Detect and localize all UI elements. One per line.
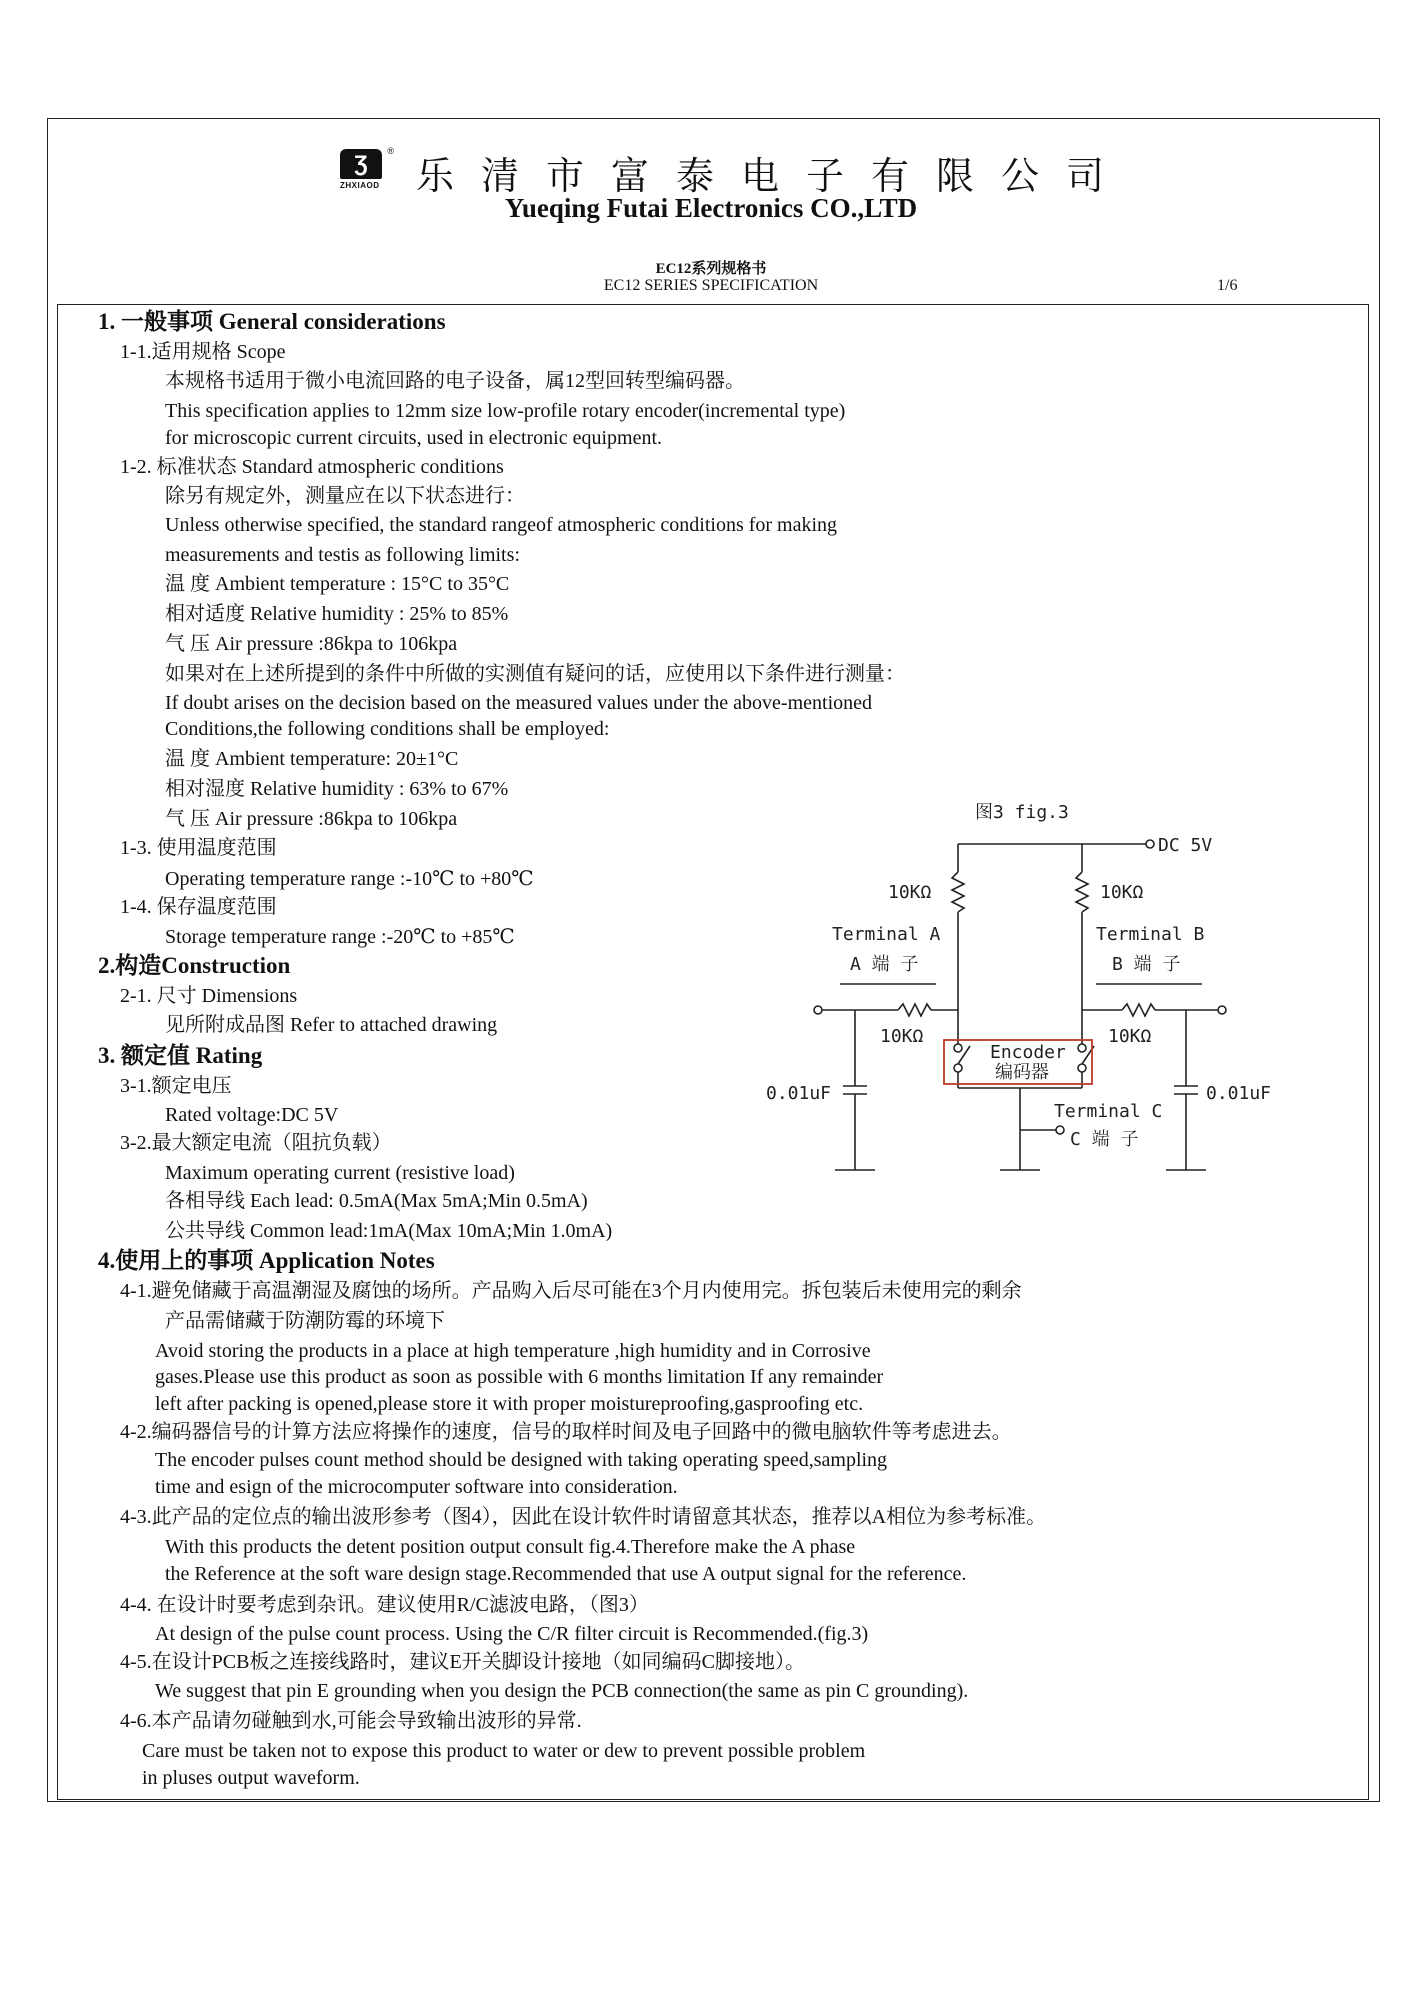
doc-title-en: EC12 SERIES SPECIFICATION <box>603 277 819 294</box>
spec-line: Maximum operating current (resistive load) <box>165 1162 515 1184</box>
spec-line: 温 度 Ambient temperature : 15°C to 35°C <box>165 573 510 595</box>
spec-line: 4-3.此产品的定位点的输出波形参考（图4），因此在设计软件时请留意其状态，推荐以A相位为参考标准。 <box>120 1506 1047 1528</box>
r-left-series-label: 10KΩ <box>880 1026 924 1047</box>
r-right-series-label: 10KΩ <box>1108 1026 1152 1047</box>
section-heading: 1. 一般事项 General considerations <box>98 309 446 334</box>
terminal-b-node <box>1218 1006 1226 1014</box>
spec-line: Operating temperature range :-10℃ to +80℃ <box>165 868 534 890</box>
spec-line: 4-1.避免储藏于高温潮湿及腐蚀的场所。产品购入后尽可能在3个月内使用完。拆包装后未使用完的剩余 <box>120 1280 1022 1302</box>
encoder-label-cn: 编码器 <box>995 1062 1049 1083</box>
spec-line: gases.Please use this product as soon as possible with 6 months limitation If any remainder <box>155 1366 884 1388</box>
section-heading: 3. 额定值 Rating <box>98 1043 263 1068</box>
spec-line: 见所附成品图 Refer to attached drawing <box>165 1014 498 1036</box>
spec-line: 3-1.额定电压 <box>120 1075 232 1097</box>
figure-caption: 图3 fig.3 <box>975 802 1069 823</box>
section-heading: 2.构造Construction <box>98 953 291 978</box>
spec-line: time and esign of the microcomputer software into consideration. <box>155 1476 678 1498</box>
spec-line: 各相导线 Each lead: 0.5mA(Max 5mA;Min 0.5mA) <box>165 1190 588 1212</box>
terminal-b-cn: B 端 子 <box>1112 954 1181 975</box>
switch-a <box>958 1046 970 1064</box>
company-name-cn: 乐清市富泰电子有限公司 <box>416 154 1132 198</box>
spec-line: 如果对在上述所提到的条件中所做的实测值有疑问的话，应使用以下条件进行测量： <box>165 663 905 685</box>
resistor-right-pullup <box>1076 872 1088 912</box>
terminal-a-label: Terminal A <box>832 924 941 945</box>
spec-line: Storage temperature range :-20℃ to +85℃ <box>165 926 515 948</box>
spec-line: Conditions,the following conditions shall be employed: <box>165 718 610 740</box>
spec-line: 4-2.编码器信号的计算方法应将操作的速度，信号的取样时间及电子回路中的微电脑软件等考虑进去。 <box>120 1421 1012 1443</box>
spec-line: The encoder pulses count method should be designed with taking operating speed,sampling <box>155 1449 888 1471</box>
terminal-b-label: Terminal B <box>1096 924 1205 945</box>
spec-line: for microscopic current circuits, used in electronic equipment. <box>165 427 663 449</box>
terminal-c-label: Terminal C <box>1054 1101 1163 1122</box>
registered-icon: ® <box>387 145 394 156</box>
spec-line: 相对湿度 Relative humidity : 63% to 67% <box>165 778 509 800</box>
spec-line: 2-1. 尺寸 Dimensions <box>120 985 298 1007</box>
spec-line: 4-6.本产品请勿碰触到水,可能会导致输出波形的异常. <box>120 1710 582 1732</box>
spec-line: 1-3. 使用温度范围 <box>120 837 277 859</box>
page-number: 1/6 <box>1217 277 1238 294</box>
spec-line: We suggest that pin E grounding when you design the PCB connection(the same as pin C grounding). <box>155 1680 969 1702</box>
r-right-top-label: 10KΩ <box>1100 882 1144 903</box>
terminal-c-cn: C 端 子 <box>1070 1129 1139 1150</box>
spec-line: With this products the detent position output consult fig.4.Therefore make the A phase <box>165 1536 856 1558</box>
cap-right-label: 0.01uF <box>1206 1083 1272 1104</box>
dc-label: DC 5V <box>1158 835 1213 856</box>
resistor-right-series <box>1122 1004 1155 1016</box>
terminal-a-node <box>814 1006 822 1014</box>
spec-line: 除另有规定外，测量应在以下状态进行： <box>165 485 525 507</box>
company-name-en: Yueqing Futai Electronics CO.,LTD <box>504 193 918 223</box>
spec-line: 4-5.在设计PCB板之连接线路时，建议E开关脚设计接地（如同编码C脚接地）。 <box>120 1651 806 1673</box>
spec-line: 本规格书适用于微小电流回路的电子设备，属12型回转型编码器。 <box>165 370 745 392</box>
resistor-left-pullup <box>952 872 964 912</box>
spec-line: At design of the pulse count process. Using the C/R filter circuit is Recommended.(fig.3) <box>155 1623 869 1645</box>
terminal-a-cn: A 端 子 <box>850 954 919 975</box>
spec-line: 1-4. 保存温度范围 <box>120 896 277 918</box>
spec-line: the Reference at the soft ware design stage.Recommended that use A output signal for the reference. <box>165 1563 967 1585</box>
encoder-label-en: Encoder <box>990 1042 1066 1063</box>
spec-line: left after packing is opened,please store it with proper moistureproofing,gasproofing etc. <box>155 1393 864 1415</box>
spec-line: 1-2. 标准状态 Standard atmospheric conditions <box>120 456 504 478</box>
logo-text: ZHXIAOD <box>340 180 380 190</box>
spec-line: in pluses output waveform. <box>142 1767 360 1789</box>
spec-line: This specification applies to 12mm size low-profile rotary encoder(incremental type) <box>165 400 846 422</box>
spec-line: If doubt arises on the decision based on the measured values under the above-mentioned <box>165 692 873 714</box>
section-heading: 4.使用上的事项 Application Notes <box>98 1248 435 1273</box>
spec-line: 气 压 Air pressure :86kpa to 106kpa <box>165 633 458 655</box>
spec-line: Rated voltage:DC 5V <box>165 1104 339 1126</box>
spec-line: 气 压 Air pressure :86kpa to 106kpa <box>165 808 458 830</box>
spec-line: measurements and testis as following limits: <box>165 544 520 566</box>
spec-line: 相对适度 Relative humidity : 25% to 85% <box>165 603 509 625</box>
spec-line: 产品需储藏于防潮防霉的环境下 <box>165 1310 445 1332</box>
logo-mark-icon: Ʒ <box>340 149 382 179</box>
spec-line: 4-4. 在设计时要考虑到杂讯。建议使用R/C滤波电路，（图3） <box>120 1594 649 1616</box>
dc-node <box>1146 840 1154 848</box>
cap-left-label: 0.01uF <box>766 1083 832 1104</box>
spec-line: Avoid storing the products in a place at high temperature ,high humidity and in Corrosive <box>155 1340 871 1362</box>
spec-line: 公共导线 Common lead:1mA(Max 10mA;Min 1.0mA) <box>165 1220 613 1242</box>
spec-line: 温 度 Ambient temperature: 20±1°C <box>165 748 459 770</box>
doc-title-cn: EC12系列规格书 <box>655 261 767 277</box>
spec-line: 3-2.最大额定电流（阻抗负载） <box>120 1132 392 1154</box>
terminal-c-node <box>1056 1126 1064 1134</box>
spec-line: Care must be taken not to expose this product to water or dew to prevent possible problem <box>142 1740 866 1762</box>
r-left-top-label: 10KΩ <box>888 882 932 903</box>
spec-line: 1-1.适用规格 Scope <box>120 341 286 363</box>
resistor-left-series <box>898 1004 931 1016</box>
spec-line: Unless otherwise specified, the standard rangeof atmospheric conditions for making <box>165 514 838 536</box>
